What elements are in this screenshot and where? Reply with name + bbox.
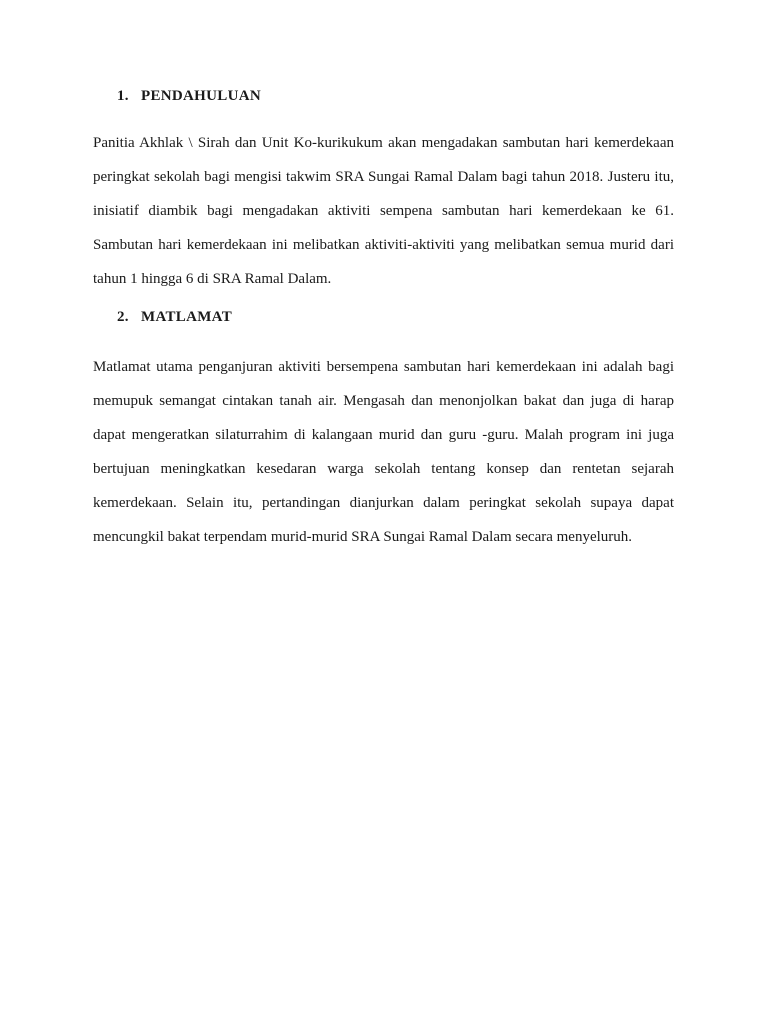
section-number: 1.	[117, 88, 129, 104]
section-pendahuluan	[93, 86, 674, 296]
section-title: PENDAHULUAN	[141, 88, 261, 104]
section-paragraph: Panitia Akhlak \ Sirah dan Unit Ko-kurikukum akan mengadakan sambutan hari kemerdekaan peringkat sekolah bagi mengisi takwim SRA Sungai Ramal Dalam bagi tahun 2018. Justeru itu, inisiatif diambik bagi mengadakan aktiviti sempena sambutan hari kemerdekaan ke 61. Sambutan hari kemerdekaan ini melibatkan aktiviti-aktiviti yang melibatkan semua murid dari tahun 1 hingga 6 di SRA Ramal Dalam.	[93, 135, 674, 287]
section-heading	[93, 307, 674, 327]
section-paragraph: Matlamat utama penganjuran aktiviti bersempena sambutan hari kemerdekaan ini adalah bagi memupuk semangat cintakan tanah air. Mengasah dan menonjolkan bakat dan juga di harap dapat mengeratkan silaturrahim di kalangaan murid dan guru -guru. Malah program ini juga bertujuan meningkatkan kesedaran warga sekolah tentang konsep dan rentetan sejarah kemerdekaan. Selain itu, pertandingan dianjurkan dalam peringkat sekolah supaya dapat mencungkil bakat terpendam murid-murid SRA Sungai Ramal Dalam secara menyeluruh.	[93, 359, 674, 545]
section-heading	[93, 86, 674, 106]
section-title: MATLAMAT	[141, 309, 233, 325]
section-matlamat	[93, 307, 674, 554]
section-number: 2.	[117, 309, 129, 325]
